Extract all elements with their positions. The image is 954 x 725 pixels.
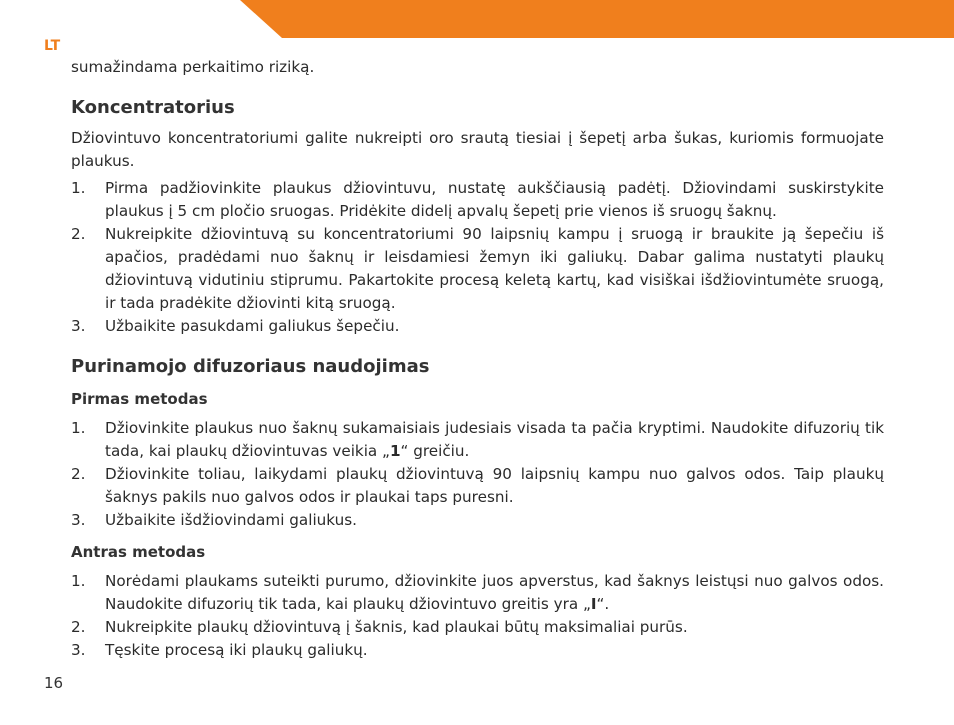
list-item xyxy=(71,315,884,338)
list-number: 3. xyxy=(71,511,86,529)
method-2-steps xyxy=(71,570,884,662)
list-item xyxy=(71,639,884,662)
method-1-steps xyxy=(71,417,884,532)
list-number: 2. xyxy=(71,618,86,636)
list-number: 3. xyxy=(71,641,86,659)
section-intro: Džiovintuvo koncentratoriumi galite nukreipti oro srautą tiesiai į šepetį arba šukas, kuriomis formuojate plaukus. xyxy=(71,129,884,170)
section-title-concentrator: Koncentratorius xyxy=(71,97,235,118)
list-text: Džiovinkite toliau, laikydami plaukų džiovintuvą 90 laipsnių kampu nuo galvos odos. Taip plaukų šaknys pakils nuo galvos odos ir plaukai taps puresni. xyxy=(105,465,884,506)
list-number: 1. xyxy=(71,572,86,590)
list-number: 1. xyxy=(71,419,86,437)
page-content xyxy=(71,56,884,662)
list-text: Tęskite procesą iki plaukų galiukų. xyxy=(105,641,368,659)
method-1-title: Pirmas metodas xyxy=(71,390,208,408)
list-number: 2. xyxy=(71,465,86,483)
concentrator-steps xyxy=(71,177,884,338)
section-title-diffuser: Purinamojo difuzoriaus naudojimas xyxy=(71,356,430,377)
list-text: Norėdami plaukams suteikti purumo, džiovinkite juos apverstus, kad šaknys leistųsi nuo galvos odos. Naudokite difuzorių tik tada, kai plaukų džiovintuvo greitis yra „ xyxy=(105,572,884,613)
list-item xyxy=(71,463,884,509)
list-item xyxy=(71,417,884,463)
list-text: Užbaikite pasukdami galiukus šepečiu. xyxy=(105,317,400,335)
list-number: 3. xyxy=(71,317,86,335)
list-item xyxy=(71,177,884,223)
list-text: Užbaikite išdžiovindami galiukus. xyxy=(105,511,357,529)
list-item xyxy=(71,570,884,616)
header-accent-band xyxy=(0,0,954,38)
list-text: “. xyxy=(596,595,610,613)
list-text: Pirma padžiovinkite plaukus džiovintuvu, nustatę aukščiausią padėtį. Džiovindami suskirstykite plaukus į 5 cm pločio sruogas. Pridėkite didelį apvalų šepetį prie vienos iš sruogų šaknų. xyxy=(105,179,884,220)
speed-setting: 1 xyxy=(389,442,401,460)
list-item xyxy=(71,616,884,639)
list-text: Nukreipkite plaukų džiovintuvą į šaknis, kad plaukai būtų maksimaliai purūs. xyxy=(105,618,688,636)
list-text: Džiovinkite plaukus nuo šaknų sukamaisiais judesiais visada ta pačia kryptimi. Naudokite difuzorių tik tada, kai plaukų džiovintuvas veikia „ xyxy=(105,419,884,460)
page-number: 16 xyxy=(44,674,64,692)
list-number: 2. xyxy=(71,225,86,243)
list-item xyxy=(71,509,884,532)
speed-setting: I xyxy=(590,595,597,613)
intro-continuation: sumažindama perkaitimo riziką. xyxy=(71,58,315,76)
method-2-title: Antras metodas xyxy=(71,543,206,561)
list-item xyxy=(71,223,884,315)
list-number: 1. xyxy=(71,179,86,197)
list-text: “ greičiu. xyxy=(400,442,470,460)
list-text: Nukreipkite džiovintuvą su koncentratoriumi 90 laipsnių kampu į sruogą ir braukite ją šepečiu iš apačios, pradėdami nuo šaknų ir leisdamiesi žemyn iki galiukų. Dabar galima nustatyti plaukų džiovintuvą vidutiniu stiprumu. Pakartokite procesą keletą kartų, kad visiškai išdžiovintumėte sruogą, ir tada pradėkite džiovinti kitą sruogą. xyxy=(105,225,884,312)
language-tag: LT xyxy=(44,38,61,54)
